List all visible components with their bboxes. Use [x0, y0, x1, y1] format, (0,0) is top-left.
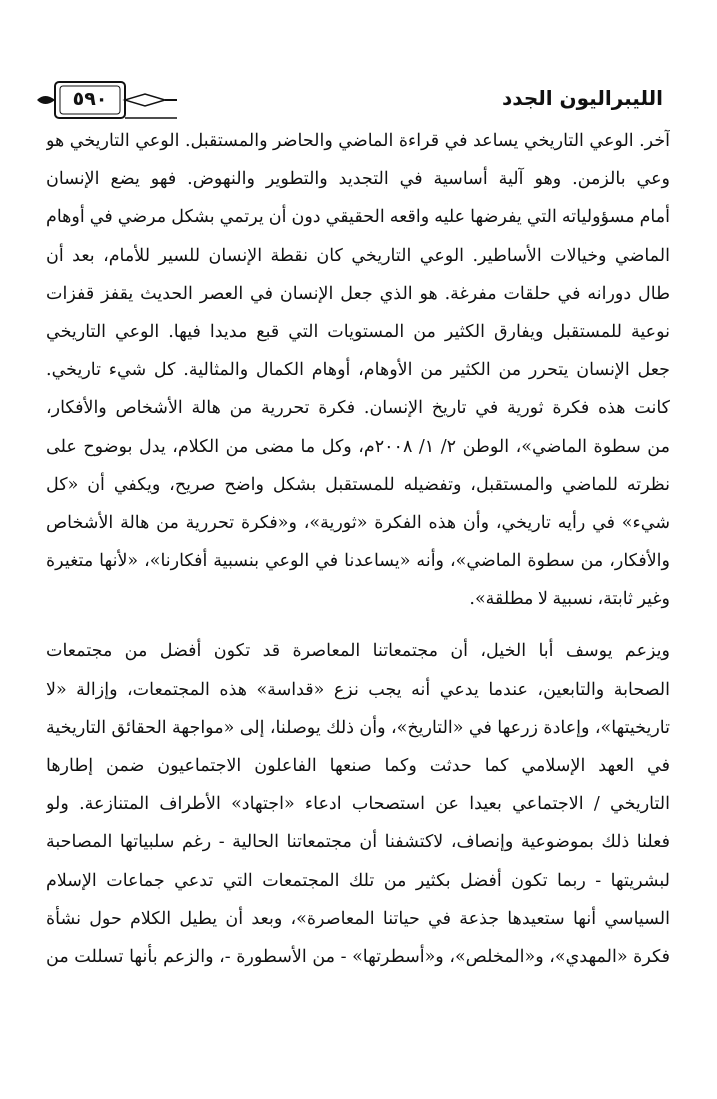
text-line: والأفكار، من سطوة الماضي»، وأنه «يساعدنا في الوعي بنسبية أفكارنا»، «لأنها متغيرة: [46, 551, 670, 572]
page-header: [35, 78, 663, 122]
text-line: نظرته للماضي والمستقبل، وتفضيله للمستقبل بشكل واضح صريح، ويكفي أن «كل: [46, 474, 670, 495]
text-line: جعل الإنسان يتحرر من الكثير من الأوهام، أوهام الكمال والمثالية. كل شيء تاريخي.: [46, 360, 670, 381]
paragraph-gap: [46, 618, 670, 632]
text-line: آخر. الوعي التاريخي يساعد في قراءة الماضي والحاضر والمستقبل. الوعي التاريخي هو: [46, 131, 670, 151]
paragraph-2: [46, 632, 670, 976]
text-line: فكرة «المهدي»، و«المخلص»، و«أسطرتها» - من الأسطورة -، والزعم بأنها تسللت من: [46, 946, 670, 967]
text-line: من سطوة الماضي»، الوطن ٢/ ١/ ٢٠٠٨م، وكل ما مضى من الكلام، يدل بوضوح على: [46, 436, 670, 457]
text-line: طال دورانه في حلقات مفرغة. هو الذي جعل الإنسان في العصر الحديث يقفز قفزات: [46, 283, 670, 304]
text-line: ويزعم يوسف أبا الخيل، أن مجتمعاتنا المعاصرة قد تكون أفضل من مجتمعات: [46, 641, 670, 662]
paragraph-1: [46, 122, 670, 618]
page-body: [46, 122, 670, 976]
text-line: السياسي أنها ستعيدها جذعة في حياتنا المعاصرة»، وبعد أن يطيل الكلام حول نشأة: [46, 908, 670, 929]
text-line: الماضي وخيالات الأساطير. الوعي التاريخي كان نقطة الإنسان للسير للأمام، بعد أن: [46, 245, 670, 266]
text-line: الصحابة والتابعين، عندما يدعي أنه يجب نزع «قداسة» هذه المجتمعات، وإزالة «لا: [46, 679, 670, 700]
text-line: كانت هذه فكرة ثورية في تاريخ الإنسان. فكرة تحررية من هالة الأشخاص والأفكار،: [46, 398, 670, 419]
text-line: تاريخيتها»، وإعادة زرعها في «التاريخ»، وأن ذلك يوصلنا، إلى «مواجهة الحقائق التاريخية: [46, 717, 670, 738]
text-line: في العهد الإسلامي كما حدثت وكما صنعها الفاعلون الاجتماعيون ضمن إطارها: [46, 756, 670, 776]
text-line: لبشريتها - ربما تكون أفضل بكثير من تلك المجتمعات التي تدعي جماعات الإسلام: [46, 870, 670, 891]
text-line: نوعية للمستقبل ويفارق الكثير من المستويات التي قبع مديدا فيها. الوعي التاريخي: [46, 321, 670, 342]
text-line: أمام مسؤولياته التي يفرضها عليه واقعه الحقيقي دون أن يرتمي بشكل مرضي في أوهام: [46, 207, 670, 228]
text-line: شيء» في رأيه تاريخي، وأن هذه الفكرة «ثورية»، و«فكرة تحررية من هالة الأشخاص: [46, 512, 670, 533]
text-line: التاريخي / الاجتماعي بعيدا عن استصحاب ادعاء «اجتهاد» الأطراف المتنازعة. ولو: [46, 794, 670, 815]
running-title: الليبراليون الجدد: [502, 86, 663, 110]
page-number: ٥٩٠: [72, 88, 108, 110]
text-line: وغير ثابتة، نسبية لا مطلقة».: [469, 589, 670, 610]
text-line: وعي بالزمن. وهو آلية أساسية في التجديد والتطوير والنهوض. فهو يضع الإنسان: [46, 169, 670, 190]
text-line: فعلنا ذلك بموضوعية وإنصاف، لاكتشفنا أن مجتمعاتنا الحالية - رغم سلبياتها المصاحبة: [46, 832, 670, 853]
